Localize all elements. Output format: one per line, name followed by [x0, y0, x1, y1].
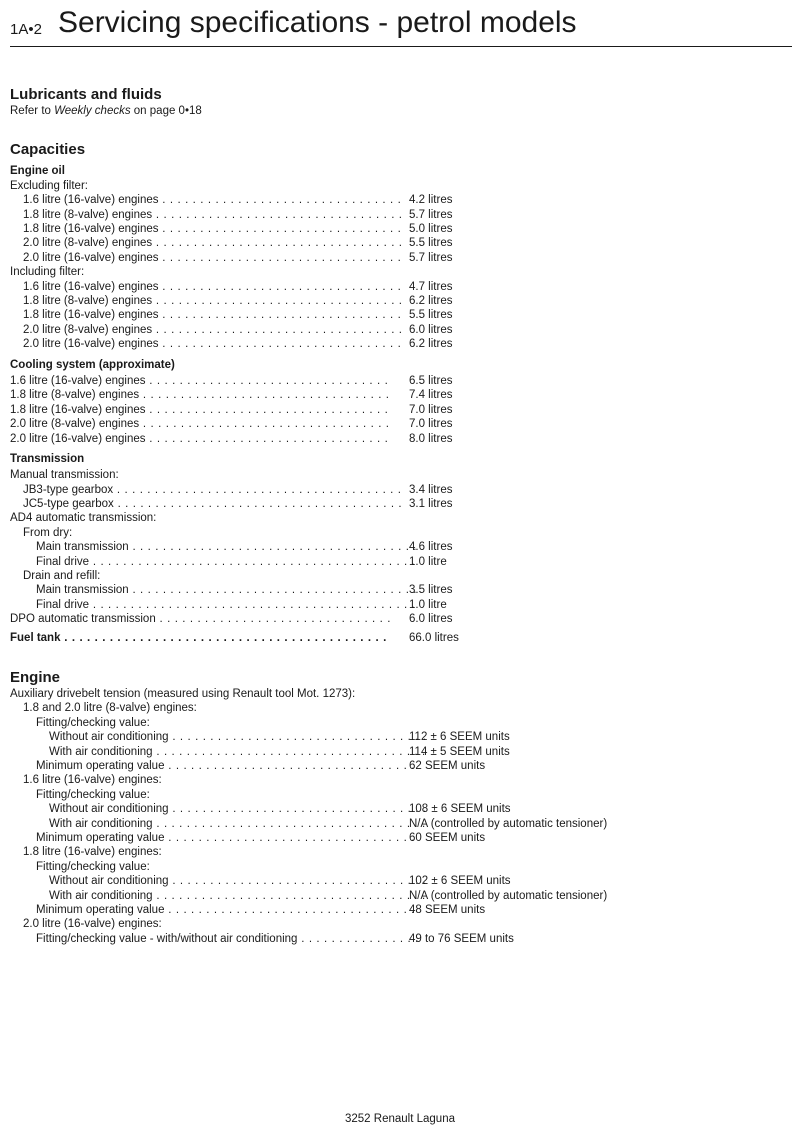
lubricants-note — [10, 104, 792, 118]
spec-label: Minimum operating value . . . — [10, 759, 417, 773]
spec-label: 2.0 litre (16-valve) engines . . . — [10, 251, 404, 265]
spec-row — [10, 540, 792, 554]
spec-value: 6.5 litres — [409, 374, 453, 387]
spec-value: 4.2 litres — [409, 194, 453, 207]
spec-value: 3.5 litres — [409, 584, 453, 597]
spec-row — [10, 222, 792, 236]
spec-row — [10, 497, 792, 511]
spec-label: Without air conditioning . . . — [10, 874, 430, 888]
fuel-tank-value: 66.0 litres — [409, 631, 459, 644]
spec-label: 1.8 litre (8-valve) engines . . . — [10, 208, 404, 222]
fitting-label: Fitting/checking value: — [36, 716, 150, 729]
spec-label: Fitting/checking value - with/without air conditioning . . . — [10, 932, 417, 946]
spec-row — [10, 889, 792, 903]
spec-label: 1.6 litre (16-valve) engines . . . — [10, 193, 404, 207]
spec-label: 1.8 litre (16-valve) engines . . . — [10, 222, 404, 236]
from-dry-label: From dry: — [23, 526, 73, 539]
spec-row — [10, 730, 792, 744]
ad4-label: AD4 automatic transmission: — [10, 512, 157, 525]
engine-heading: Engine — [10, 669, 61, 687]
spec-row — [10, 403, 792, 417]
spec-row — [10, 583, 792, 597]
cooling-heading: Cooling system (approximate) — [10, 358, 175, 371]
spec-row — [10, 874, 792, 888]
spec-row — [10, 932, 792, 946]
spec-value: 102 ± 6 SEEM units — [409, 875, 511, 888]
engine-group-label: 1.8 litre (16-valve) engines: — [23, 846, 162, 859]
spec-row — [10, 193, 792, 207]
engine-group-label: 1.6 litre (16-valve) engines: — [23, 774, 162, 787]
engine-group-label: 2.0 litre (16-valve) engines: — [23, 918, 162, 931]
spec-label: 2.0 litre (8-valve) engines . . . — [10, 417, 391, 431]
spec-value: 7.4 litres — [409, 389, 453, 402]
excluding-filter-label: Excluding filter: — [10, 179, 88, 192]
fuel-tank-label: Fuel tank . . . — [10, 631, 391, 645]
spec-value: 114 ± 5 SEEM units — [409, 745, 510, 758]
spec-value: 8.0 litres — [409, 432, 453, 445]
page-header — [10, 4, 792, 47]
spec-row — [10, 817, 792, 831]
spec-label: 1.8 litre (16-valve) engines . . . — [10, 403, 391, 417]
spec-label: Main transmission . . . — [10, 540, 417, 554]
spec-row — [10, 337, 792, 351]
spec-value: 60 SEEM units — [409, 832, 486, 845]
spec-value: 5.7 litres — [409, 251, 453, 264]
spec-label: 2.0 litre (16-valve) engines . . . — [10, 432, 391, 446]
drivebelt-label: Auxiliary drivebelt tension (measured using Renault tool Mot. 1273): — [10, 688, 356, 701]
spec-value: 62 SEEM units — [409, 760, 486, 773]
spec-row — [10, 612, 792, 626]
spec-value: N/A (controlled by automatic tensioner) — [409, 817, 608, 830]
spec-label: Without air conditioning . . . — [10, 802, 430, 816]
spec-value: 5.7 litres — [409, 208, 453, 221]
capacities-heading: Capacities — [10, 141, 86, 159]
spec-value: 6.2 litres — [409, 338, 453, 351]
spec-row — [10, 483, 792, 497]
spec-value: 112 ± 6 SEEM units — [409, 731, 510, 744]
lubricants-section — [10, 86, 792, 118]
spec-row — [10, 323, 792, 337]
spec-row — [10, 598, 792, 612]
spec-row — [10, 251, 792, 265]
spec-value: 6.0 litres — [409, 613, 453, 626]
spec-label: 1.6 litre (16-valve) engines . . . — [10, 374, 391, 388]
spec-value: 108 ± 6 SEEM units — [409, 803, 511, 816]
lubricants-heading: Lubricants and fluids — [10, 86, 162, 103]
spec-value: 7.0 litres — [409, 403, 453, 416]
spec-value: N/A (controlled by automatic tensioner) — [409, 889, 608, 902]
spec-label: Without air conditioning . . . — [10, 730, 430, 744]
weekly-checks-ref: Weekly checks — [54, 105, 131, 117]
spec-value: 7.0 litres — [409, 418, 453, 431]
spec-value: 6.0 litres — [409, 323, 453, 336]
including-filter-label: Including filter: — [10, 266, 85, 279]
spec-label: 2.0 litre (8-valve) engines . . . — [10, 323, 404, 337]
spec-row — [10, 831, 792, 845]
spec-label: Minimum operating value . . . — [10, 831, 417, 845]
spec-label: Main transmission . . . — [10, 583, 417, 597]
spec-row — [10, 555, 792, 569]
spec-row — [10, 903, 792, 917]
spec-value: 5.5 litres — [409, 237, 453, 250]
spec-label: Minimum operating value . . . — [10, 903, 417, 917]
spec-value: 1.0 litre — [409, 555, 447, 568]
spec-label: 1.6 litre (16-valve) engines . . . — [10, 280, 404, 294]
spec-row — [10, 374, 792, 388]
engine-oil-heading: Engine oil — [10, 165, 65, 178]
spec-label: Final drive . . . — [10, 598, 417, 612]
spec-row — [10, 759, 792, 773]
spec-row — [10, 208, 792, 222]
spec-row — [10, 236, 792, 250]
drain-refill-label: Drain and refill: — [23, 570, 101, 583]
spec-label: With air conditioning . . . — [10, 745, 430, 759]
spec-value: 1.0 litre — [409, 598, 447, 611]
fitting-label: Fitting/checking value: — [36, 860, 150, 873]
fuel-tank-row — [10, 631, 792, 645]
spec-row — [10, 802, 792, 816]
spec-value: 4.7 litres — [409, 280, 453, 293]
page-reference: 1A•2 — [10, 21, 42, 38]
spec-row — [10, 417, 792, 431]
engine-group-label: 1.8 and 2.0 litre (8-valve) engines: — [23, 702, 197, 715]
spec-value: 6.2 litres — [409, 294, 453, 307]
spec-label: 1.8 litre (16-valve) engines . . . — [10, 308, 404, 322]
spec-label: 1.8 litre (8-valve) engines . . . — [10, 294, 404, 308]
spec-value: 5.5 litres — [409, 309, 453, 322]
spec-value: 3.4 litres — [409, 483, 453, 496]
note-page: on page 0•18 — [130, 105, 202, 117]
spec-label: Final drive . . . — [10, 555, 417, 569]
spec-row — [10, 294, 792, 308]
spec-content — [10, 86, 792, 946]
spec-label: 2.0 litre (8-valve) engines . . . — [10, 236, 404, 250]
spec-label: DPO automatic transmission . . . — [10, 612, 391, 626]
page-footer: 3252 Renault Laguna — [345, 1113, 455, 1125]
spec-label: With air conditioning . . . — [10, 889, 430, 903]
fitting-label: Fitting/checking value: — [36, 788, 150, 801]
spec-value: 3.1 litres — [409, 498, 453, 511]
spec-value: 49 to 76 SEEM units — [409, 932, 514, 945]
manual-transmission-label: Manual transmission: — [10, 469, 119, 482]
transmission-heading: Transmission — [10, 452, 85, 465]
spec-row — [10, 308, 792, 322]
spec-label: With air conditioning . . . — [10, 817, 430, 831]
spec-row — [10, 432, 792, 446]
spec-row — [10, 745, 792, 759]
spec-row — [10, 280, 792, 294]
spec-row — [10, 388, 792, 402]
note-text: Refer to — [10, 105, 55, 117]
spec-value: 4.6 litres — [409, 541, 453, 554]
page-title: Servicing specifications - petrol models — [58, 6, 577, 39]
spec-label: 2.0 litre (16-valve) engines . . . — [10, 337, 404, 351]
spec-value: 5.0 litres — [409, 223, 453, 235]
spec-label: JC5-type gearbox . . . — [10, 497, 404, 511]
spec-label: 1.8 litre (8-valve) engines . . . — [10, 388, 391, 402]
spec-value: 48 SEEM units — [409, 904, 486, 917]
spec-label: JB3-type gearbox . . . — [10, 483, 404, 497]
